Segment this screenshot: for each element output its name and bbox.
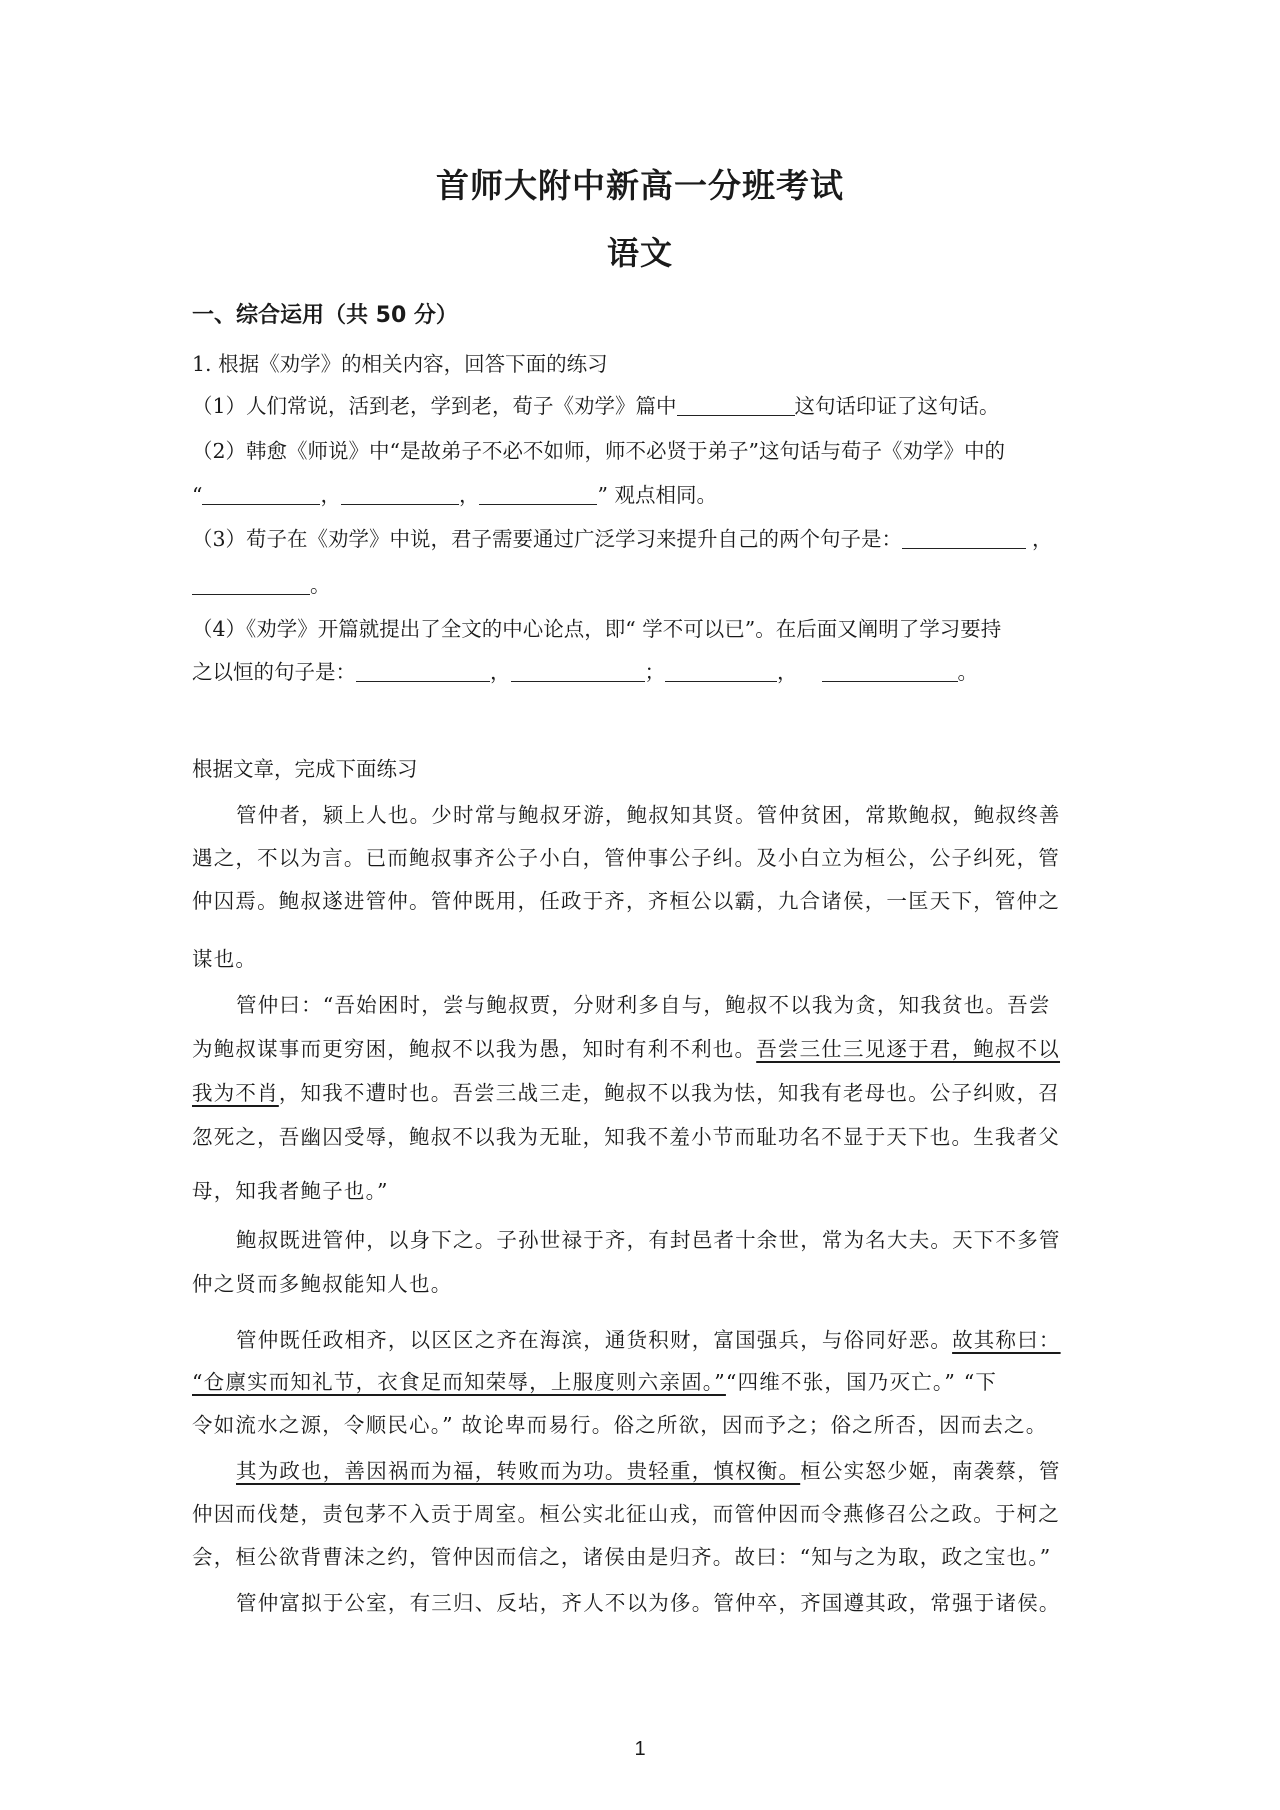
separator: 。 — [957, 660, 978, 684]
passage-line: 管仲富拟于公室，有三归、反坫，齐人不以为侈。管仲卒，齐国遵其政，常强于诸侯。 — [236, 1591, 1061, 1615]
underlined-sentence: 故其称曰： — [952, 1328, 1061, 1352]
question-1-2: （2）韩愈《师说》中“是故弟子不必不如师，师不必贤于弟子”这句话与荀子《劝学》中的 — [192, 439, 1006, 463]
separator: 。 — [310, 573, 331, 597]
question-text: （1）人们常说，活到老，学到老，荀子《劝学》篇中 — [192, 394, 677, 418]
exam-title: 首师大附中新高一分班考试 — [436, 166, 844, 205]
question-text: （3）荀子在《劝学》中说，君子需要通过广泛学习来提升自己的两个句子是： — [192, 527, 903, 551]
question-1-4-blanks — [192, 658, 1092, 686]
separator: ， — [777, 660, 798, 684]
passage-line: 管仲曰：“吾始困时，尝与鲍叔贾，分财利多自与，鲍叔不以我为贪，知我贫也。吾尝 — [236, 993, 1051, 1017]
question-text: 这句话印证了这句话。 — [794, 394, 1000, 418]
answer-blank[interactable] — [202, 484, 320, 505]
passage-line: 管仲者，颍上人也。少时常与鲍叔牙游，鲍叔知其贤。管仲贫困，常欺鲍叔，鲍叔终善 — [236, 803, 1061, 827]
separator: ； — [644, 660, 665, 684]
answer-blank[interactable] — [902, 528, 1026, 549]
passage-text: 管仲既任政相齐，以区区之齐在海滨，通货积财，富国强兵，与俗同好恶。 — [236, 1328, 953, 1352]
answer-blank[interactable] — [479, 484, 597, 505]
reading-intro: 根据文章，完成下面练习 — [192, 757, 418, 781]
passage-line: 谋也。 — [192, 947, 258, 971]
answer-blank[interactable] — [356, 661, 490, 682]
passage-line — [192, 1367, 1092, 1397]
section-heading: 一、综合运用（共 50 分） — [192, 303, 458, 328]
answer-blank[interactable] — [677, 395, 795, 416]
passage-line: 仲之贤而多鲍叔能知人也。 — [192, 1272, 453, 1296]
question-1-2-blanks — [192, 481, 1092, 509]
passage-line — [236, 1325, 1136, 1355]
separator: ， — [458, 483, 480, 507]
question-1-4: （4）《劝学》开篇就提出了全文的中心论点，即“ 学不可以已”。在后面又阐明了学习要持 — [192, 617, 1002, 641]
passage-line — [236, 1456, 1136, 1486]
passage-line: 母，知我者鲍子也。” — [192, 1179, 389, 1203]
passage-line: 鲍叔既进管仲，以身下之。子孙世禄于齐，有封邑者十余世，常为名大夫。天下不多管 — [236, 1228, 1061, 1252]
question-1-3 — [192, 525, 1092, 553]
passage-text: 为鲍叔谋事而更穷困，鲍叔不以我为愚，知时有利不利也。 — [192, 1037, 757, 1061]
passage-line: 遇之，不以为言。已而鲍叔事齐公子小白，管仲事公子纠。及小白立为桓公，公子纠死，管 — [192, 846, 1060, 870]
answer-blank[interactable] — [341, 484, 459, 505]
underlined-sentence: 我为不肖 — [192, 1081, 279, 1105]
passage-line: 会，桓公欲背曹沫之约，管仲因而信之，诸侯由是归齐。故曰：“知与之为取，政之宝也。” — [192, 1545, 1052, 1569]
passage-text: 桓公实怒少姬，南袭蔡，管 — [800, 1459, 1061, 1483]
subject-title: 语文 — [606, 234, 673, 272]
answer-blank[interactable] — [192, 574, 310, 595]
question-text: 之以恒的句子是： — [192, 660, 356, 684]
passage-line — [192, 1078, 1092, 1108]
passage-text: ，知我不遭时也。吾尝三战三走，鲍叔不以我为怯，知我有老母也。公子纠败，召 — [278, 1081, 1061, 1105]
passage-line: 仲因而伐楚，责包茅不入贡于周室。桓公实北征山戎，而管仲因而令燕修召公之政。于柯之 — [192, 1502, 1060, 1526]
page-number: 1 — [634, 1738, 646, 1760]
passage-line — [192, 1034, 1092, 1064]
passage-line: 忽死之，吾幽囚受辱，鲍叔不以我为无耻，知我不羞小节而耻功名不显于天下也。生我者父 — [192, 1125, 1060, 1149]
answer-blank[interactable] — [511, 661, 645, 682]
passage-text: “四维不张，国乃灭亡。” “下 — [725, 1370, 998, 1394]
question-text: ” 观点相同。 — [597, 483, 717, 507]
answer-blank[interactable] — [665, 661, 777, 682]
passage-line: 令如流水之源，令顺民心。” 故论卑而易行。俗之所欲，因而予之；俗之所否，因而去之。 — [192, 1413, 1048, 1437]
question-1-1 — [192, 392, 1092, 420]
passage-line: 仲囚焉。鲍叔遂进管仲。管仲既用，任政于齐，齐桓公以霸，九合诸侯，一匡天下，管仲之 — [192, 889, 1060, 913]
separator: ， — [1032, 527, 1053, 551]
question-1-3-cont — [192, 571, 1092, 599]
answer-blank[interactable] — [822, 661, 958, 682]
underlined-sentence: 其为政也，善因祸而为福，转败而为功。贵轻重，慎权衡。 — [236, 1459, 801, 1483]
underlined-sentence: “仓廪实而知礼节，衣食足而知荣辱，上服度则六亲固。” — [192, 1370, 726, 1394]
question-1-stem: 1. 根据《劝学》的相关内容，回答下面的练习 — [192, 352, 608, 376]
underlined-sentence: 吾尝三仕三见逐于君，鲍叔不以 — [756, 1037, 1061, 1061]
quote-mark: “ — [192, 483, 203, 507]
separator: ， — [490, 660, 511, 684]
separator: ， — [320, 483, 341, 507]
